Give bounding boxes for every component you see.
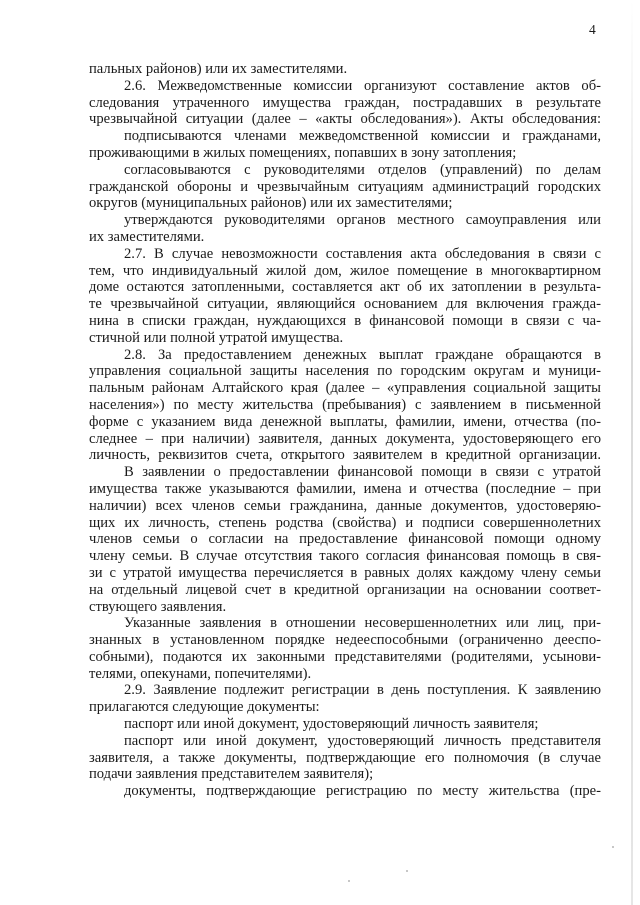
scan-speck bbox=[406, 870, 408, 872]
text-line: имущества также указываются фамилии, имена и отчества (последние – при bbox=[89, 480, 601, 497]
text-line: нина в списки граждан, нуждающихся в финансовой помощи в связи с ча- bbox=[89, 312, 601, 329]
text-line: округов (муниципальных районов) или их заместителями; bbox=[89, 195, 453, 212]
text-line: следнее – при наличии) заявителя, данных документа, удостоверяющего его bbox=[89, 430, 601, 447]
text-line: щих их личность, степень родства (свойства) и подписи совершеннолетних bbox=[89, 514, 601, 531]
text-line: 2.8. За предоставлением денежных выплат граждане обращаются в bbox=[124, 346, 601, 363]
text-line: телями, опекунами, попечителями). bbox=[89, 665, 312, 682]
text-line: чрезвычайной ситуации (далее – «акты обследования»). Акты обследования: bbox=[89, 111, 601, 128]
text-line: паспорт или иной документ, удостоверяющий личность заявителя; bbox=[124, 716, 539, 733]
text-line: проживающими в жилых помещениях, попавших в зону затопления; bbox=[89, 144, 517, 161]
text-line: гражданской обороны и чрезвычайным ситуациям администраций городских bbox=[89, 178, 601, 195]
text-line: прилагаются следующие документы: bbox=[89, 699, 320, 716]
text-line: документы, подтверждающие регистрацию по месту жительства (пре- bbox=[124, 783, 601, 800]
text-line: 2.7. В случае невозможности составления акта обследования в связи с bbox=[124, 245, 601, 262]
scan-edge bbox=[631, 0, 633, 905]
text-line: форме с указанием вида денежной выплаты, фамилии, имени, отчества (по- bbox=[89, 413, 601, 430]
text-line: заявителя, а также документы, подтверждающие его полномочия (в случае bbox=[89, 749, 601, 766]
text-line: Указанные заявления в отношении несовершеннолетних или лиц, при- bbox=[124, 615, 601, 632]
text-line: их заместителями. bbox=[89, 228, 205, 245]
text-line: наличии) всех членов семьи гражданина, данные документов, удостоверяю- bbox=[89, 497, 601, 514]
text-line: доме остаются затопленными, составляется акт об их затоплении в результа- bbox=[89, 279, 601, 296]
text-line: членов семьи о согласии на предоставление финансовой помощи одному bbox=[89, 531, 601, 548]
text-line: на отдельный лицевой счет в кредитной организации на основании соответ- bbox=[89, 581, 601, 598]
text-line: утверждаются руководителями органов местного самоуправления или bbox=[124, 212, 601, 229]
text-line: те чрезвычайной ситуации, являющийся основанием для включения гражда- bbox=[89, 296, 601, 313]
text-line: согласовываются с руководителями отделов (управлений) по делам bbox=[124, 161, 601, 178]
text-line: личность, реквизитов счета, открытого заявителем в кредитной организации. bbox=[89, 447, 601, 464]
text-line: паспорт или иной документ, удостоверяющий личность представителя bbox=[124, 732, 601, 749]
text-line: подписываются членами межведомственной комиссии и гражданами, bbox=[124, 128, 601, 145]
text-line: населения») по месту жительства (пребывания) с заявлением в письменной bbox=[89, 396, 601, 413]
text-line: В заявлении о предоставлении финансовой помощи в связи с утратой bbox=[124, 464, 601, 481]
text-line: 2.6. Межведомственные комиссии организуют составление актов об- bbox=[124, 77, 601, 94]
text-line: члену семьи. В случае отсутствия такого согласия финансовая помощь в свя- bbox=[89, 548, 601, 565]
text-line: пальным районам Алтайского края (далее – «управления социальной защиты bbox=[89, 380, 601, 397]
text-line: пальных районов) или их заместителями. bbox=[89, 61, 348, 77]
scan-speck bbox=[348, 880, 350, 882]
text-line: управления социальной защиты населения по городским округам и муници- bbox=[89, 363, 601, 380]
text-line: стичной или полной утратой имущества. bbox=[89, 329, 344, 346]
text-line: следования утраченного имущества граждан, пострадавших в результате bbox=[89, 94, 601, 111]
scan-speck bbox=[612, 846, 614, 848]
text-line: знанных в установленном порядке недееспособными (ограниченно дееспо- bbox=[89, 632, 601, 649]
page-number: 4 bbox=[589, 22, 596, 37]
document-body bbox=[89, 61, 601, 800]
text-line: подачи заявления представителем заявителя); bbox=[89, 766, 374, 783]
text-line: 2.9. Заявление подлежит регистрации в день поступления. К заявлению bbox=[124, 682, 601, 699]
text-line: тем, что индивидуальный жилой дом, жилое помещение в многоквартирном bbox=[89, 262, 601, 279]
text-line: собными), подаются их законными представителями (родителями, усынови- bbox=[89, 648, 601, 665]
text-line: ствующего заявления. bbox=[89, 598, 227, 615]
text-line: зи с утратой имущества перечисляется в равных долях каждому члену семьи bbox=[89, 564, 601, 581]
